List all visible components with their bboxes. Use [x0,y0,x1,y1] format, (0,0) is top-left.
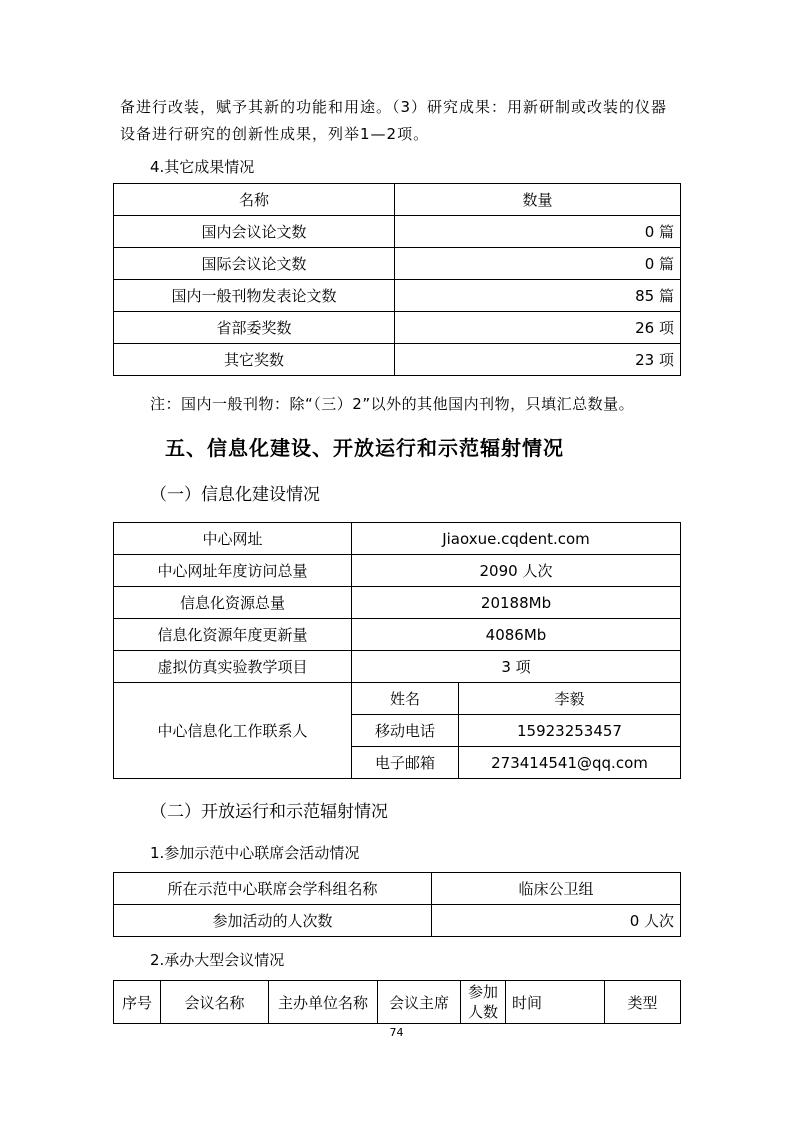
intro-line-2: 设备进行研究的创新性成果，列举1—2项。 [120,125,430,143]
group-value: 临床公卫组 [432,873,681,905]
table-header-row [114,981,681,1024]
row-name: 其它奖数 [114,344,395,376]
contact-name: 李毅 [459,683,681,715]
table-row [114,651,681,683]
info-value: Jiaoxue.cqdent.com [352,523,681,555]
meeting-table [113,980,681,1024]
section-title: 五、信息化建设、开放运行和示范辐射情况 [165,436,564,460]
col-header: 会议名称 [161,981,269,1024]
row-name: 省部委奖数 [114,312,395,344]
item-2-heading: 2.承办大型会议情况 [150,951,285,969]
table-row [114,523,681,555]
table-row [114,587,681,619]
page-number: 74 [389,1026,404,1039]
table-row [114,248,681,280]
contact-label: 中心信息化工作联系人 [114,683,352,779]
info-table [113,522,681,779]
col-header: 类型 [605,981,681,1024]
col-header: 参加人数 [461,981,506,1024]
contact-phone: 15923253457 [459,715,681,747]
row-name: 国内会议论文数 [114,216,395,248]
item-1-heading: 1.参加示范中心联席会活动情况 [150,844,360,862]
col-name-header: 名称 [114,184,395,216]
table-row [114,683,681,715]
info-label: 中心网址年度访问总量 [114,555,352,587]
table-header-row [114,184,681,216]
col-qty-header: 数量 [395,184,681,216]
row-qty: 0 篇 [395,216,681,248]
table-row [114,873,681,905]
other-results-heading: 4.其它成果情况 [150,158,255,176]
group-label: 所在示范中心联席会学科组名称 [114,873,432,905]
info-value: 20188Mb [352,587,681,619]
info-label: 中心网址 [114,523,352,555]
row-qty: 23 项 [395,344,681,376]
table-row [114,312,681,344]
info-label: 虚拟仿真实验教学项目 [114,651,352,683]
row-qty: 26 项 [395,312,681,344]
info-label: 信息化资源年度更新量 [114,619,352,651]
subsection-1-title: （一）信息化建设情况 [150,485,320,505]
contact-phone-label: 移动电话 [352,715,459,747]
other-results-note: 注：国内一般刊物：除“（三）2”以外的其他国内刊物，只填汇总数量。 [150,395,635,413]
row-name: 国内一般刊物发表论文数 [114,280,395,312]
joint-meeting-table [113,872,681,937]
count-label: 参加活动的人次数 [114,905,432,937]
col-header: 主办单位名称 [269,981,378,1024]
other-results-table [113,183,681,376]
col-header: 序号 [114,981,161,1024]
contact-email-label: 电子邮箱 [352,747,459,779]
table-row [114,280,681,312]
row-qty: 85 篇 [395,280,681,312]
count-value: 0 人次 [432,905,681,937]
info-label: 信息化资源总量 [114,587,352,619]
row-qty: 0 篇 [395,248,681,280]
intro-line-1: 备进行改装，赋予其新的功能和用途。（3）研究成果：用新研制或改装的仪器 [120,98,668,116]
subsection-2-title: （二）开放运行和示范辐射情况 [150,802,388,822]
contact-email: 273414541@qq.com [459,747,681,779]
info-value: 4086Mb [352,619,681,651]
col-header: 会议主席 [378,981,461,1024]
table-row [114,216,681,248]
table-row [114,619,681,651]
table-row [114,555,681,587]
table-row [114,905,681,937]
table-row [114,344,681,376]
col-header: 时间 [506,981,605,1024]
contact-name-label: 姓名 [352,683,459,715]
row-name: 国际会议论文数 [114,248,395,280]
info-value: 3 项 [352,651,681,683]
info-value: 2090 人次 [352,555,681,587]
